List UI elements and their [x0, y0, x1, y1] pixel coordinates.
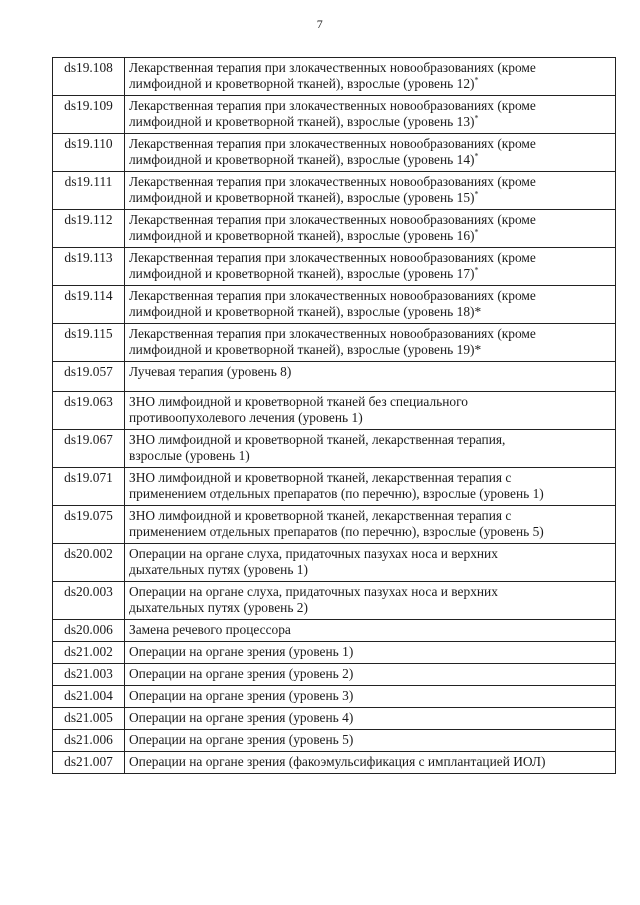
description-line	[129, 228, 612, 244]
description-text: лимфоидной и кроветворной тканей), взрослые (уровень 13)	[129, 114, 475, 129]
description-text: лимфоидной и кроветворной тканей), взрослые (уровень 15)	[129, 190, 475, 205]
description-line	[129, 114, 612, 130]
table-row	[53, 544, 616, 582]
row-description	[125, 96, 616, 134]
row-description	[125, 468, 616, 506]
table-row	[53, 430, 616, 468]
table-row	[53, 582, 616, 620]
description-text: Замена речевого процессора	[129, 622, 291, 637]
row-code: ds21.003	[53, 664, 125, 686]
description-text: дыхательных путях (уровень 2)	[129, 600, 308, 615]
description-text: Операции на органе зрения (уровень 5)	[129, 732, 354, 747]
description-text: лимфоидной и кроветворной тканей), взрослые (уровень 12)	[129, 76, 475, 91]
description-line	[129, 250, 612, 266]
row-code: ds19.057	[53, 362, 125, 392]
description-text: противоопухолевого лечения (уровень 1)	[129, 410, 363, 425]
row-code: ds19.063	[53, 392, 125, 430]
row-description	[125, 172, 616, 210]
description-line	[129, 76, 612, 92]
description-line	[129, 304, 612, 320]
description-line	[129, 562, 612, 578]
description-text: Лекарственная терапия при злокачественных новообразованиях (кроме	[129, 98, 536, 113]
row-code: ds19.109	[53, 96, 125, 134]
row-code: ds20.006	[53, 620, 125, 642]
description-line	[129, 754, 612, 770]
row-description	[125, 286, 616, 324]
description-text: Лекарственная терапия при злокачественных новообразованиях (кроме	[129, 250, 536, 265]
footnote-mark: *	[474, 265, 479, 275]
row-description	[125, 210, 616, 248]
table-row	[53, 642, 616, 664]
description-text: Операции на органе зрения (уровень 3)	[129, 688, 354, 703]
description-line	[129, 174, 612, 190]
row-description	[125, 620, 616, 642]
row-code: ds20.002	[53, 544, 125, 582]
codes-table-body	[53, 58, 616, 774]
row-description	[125, 134, 616, 172]
table-row	[53, 286, 616, 324]
description-line	[129, 666, 612, 682]
description-text: взрослые (уровень 1)	[129, 448, 250, 463]
footnote-mark: *	[474, 304, 482, 319]
description-text: лимфоидной и кроветворной тканей), взрослые (уровень 14)	[129, 152, 475, 167]
description-line	[129, 546, 612, 562]
description-text: лимфоидной и кроветворной тканей), взрослые (уровень 16)	[129, 228, 475, 243]
description-text: ЗНО лимфоидной и кроветворной тканей, лекарственная терапия с	[129, 470, 512, 485]
description-line	[129, 524, 612, 540]
description-line	[129, 432, 612, 448]
description-text: дыхательных путях (уровень 1)	[129, 562, 308, 577]
table-row	[53, 686, 616, 708]
description-line	[129, 508, 612, 524]
description-text: применением отдельных препаратов (по перечню), взрослые (уровень 1)	[129, 486, 544, 501]
row-code: ds19.114	[53, 286, 125, 324]
description-line	[129, 622, 612, 638]
row-code: ds21.006	[53, 730, 125, 752]
row-description	[125, 324, 616, 362]
table-row	[53, 620, 616, 642]
description-text: Операции на органе зрения (уровень 2)	[129, 666, 354, 681]
row-code: ds21.004	[53, 686, 125, 708]
description-line	[129, 212, 612, 228]
row-description	[125, 582, 616, 620]
description-line	[129, 584, 612, 600]
description-text: лимфоидной и кроветворной тканей), взрослые (уровень 17)	[129, 266, 475, 281]
description-line	[129, 448, 612, 464]
description-line	[129, 470, 612, 486]
row-code: ds19.075	[53, 506, 125, 544]
description-text: Лекарственная терапия при злокачественных новообразованиях (кроме	[129, 60, 536, 75]
description-line	[129, 326, 612, 342]
row-code: ds19.067	[53, 430, 125, 468]
row-code: ds20.003	[53, 582, 125, 620]
description-line	[129, 364, 612, 380]
description-text: Лучевая терапия (уровень 8)	[129, 364, 292, 379]
row-description	[125, 362, 616, 392]
description-line	[129, 710, 612, 726]
row-code: ds19.108	[53, 58, 125, 96]
description-line	[129, 486, 612, 502]
footnote-mark: *	[474, 113, 479, 123]
description-line	[129, 266, 612, 282]
description-text: Лекарственная терапия при злокачественных новообразованиях (кроме	[129, 326, 536, 341]
row-description	[125, 58, 616, 96]
row-description	[125, 664, 616, 686]
row-code: ds21.007	[53, 752, 125, 774]
row-code: ds19.071	[53, 468, 125, 506]
row-code: ds19.113	[53, 248, 125, 286]
description-line	[129, 98, 612, 114]
description-text: Лекарственная терапия при злокачественных новообразованиях (кроме	[129, 174, 536, 189]
footnote-mark: *	[474, 342, 482, 357]
description-line	[129, 136, 612, 152]
description-text: Операции на органе зрения (уровень 4)	[129, 710, 354, 725]
row-description	[125, 642, 616, 664]
description-text: лимфоидной и кроветворной тканей), взрослые (уровень 19)	[129, 342, 475, 357]
description-text: Операции на органе слуха, придаточных пазухах носа и верхних	[129, 546, 498, 561]
row-description	[125, 544, 616, 582]
description-line	[129, 342, 612, 358]
codes-table	[52, 57, 616, 774]
table-row	[53, 248, 616, 286]
table-row	[53, 134, 616, 172]
description-line	[129, 152, 612, 168]
footnote-mark: *	[474, 75, 479, 85]
description-text: Лекарственная терапия при злокачественных новообразованиях (кроме	[129, 288, 536, 303]
footnote-mark: *	[474, 227, 479, 237]
table-row	[53, 324, 616, 362]
row-code: ds21.002	[53, 642, 125, 664]
description-line	[129, 732, 612, 748]
description-text: Лекарственная терапия при злокачественных новообразованиях (кроме	[129, 212, 536, 227]
row-description	[125, 686, 616, 708]
table-row	[53, 708, 616, 730]
description-line	[129, 394, 612, 410]
row-code: ds19.111	[53, 172, 125, 210]
table-row	[53, 730, 616, 752]
row-code: ds19.110	[53, 134, 125, 172]
description-line	[129, 288, 612, 304]
description-text: лимфоидной и кроветворной тканей), взрослые (уровень 18)	[129, 304, 475, 319]
footnote-mark: *	[474, 189, 479, 199]
description-line	[129, 644, 612, 660]
description-line	[129, 190, 612, 206]
table-row	[53, 362, 616, 392]
table-row	[53, 506, 616, 544]
row-description	[125, 708, 616, 730]
description-text: Операции на органе зрения (уровень 1)	[129, 644, 354, 659]
description-line	[129, 688, 612, 704]
row-description	[125, 392, 616, 430]
table-row	[53, 210, 616, 248]
table-row	[53, 392, 616, 430]
table-row	[53, 468, 616, 506]
row-code: ds19.115	[53, 324, 125, 362]
footnote-mark: *	[474, 151, 479, 161]
row-code: ds19.112	[53, 210, 125, 248]
row-code: ds21.005	[53, 708, 125, 730]
row-description	[125, 506, 616, 544]
description-line	[129, 600, 612, 616]
description-text: Операции на органе зрения (факоэмульсификация с имплантацией ИОЛ)	[129, 754, 546, 769]
row-description	[125, 730, 616, 752]
row-description	[125, 248, 616, 286]
description-line	[129, 60, 612, 76]
description-text: ЗНО лимфоидной и кроветворной тканей без специального	[129, 394, 468, 409]
description-text: Операции на органе слуха, придаточных пазухах носа и верхних	[129, 584, 498, 599]
table-row	[53, 752, 616, 774]
row-description	[125, 752, 616, 774]
table-row	[53, 664, 616, 686]
description-text: Лекарственная терапия при злокачественных новообразованиях (кроме	[129, 136, 536, 151]
row-description	[125, 430, 616, 468]
table-row	[53, 58, 616, 96]
description-text: ЗНО лимфоидной и кроветворной тканей, лекарственная терапия с	[129, 508, 512, 523]
page-number: 7	[316, 17, 324, 31]
description-text: применением отдельных препаратов (по перечню), взрослые (уровень 5)	[129, 524, 544, 539]
description-line	[129, 410, 612, 426]
table-row	[53, 96, 616, 134]
table-row	[53, 172, 616, 210]
description-text: ЗНО лимфоидной и кроветворной тканей, лекарственная терапия,	[129, 432, 506, 447]
